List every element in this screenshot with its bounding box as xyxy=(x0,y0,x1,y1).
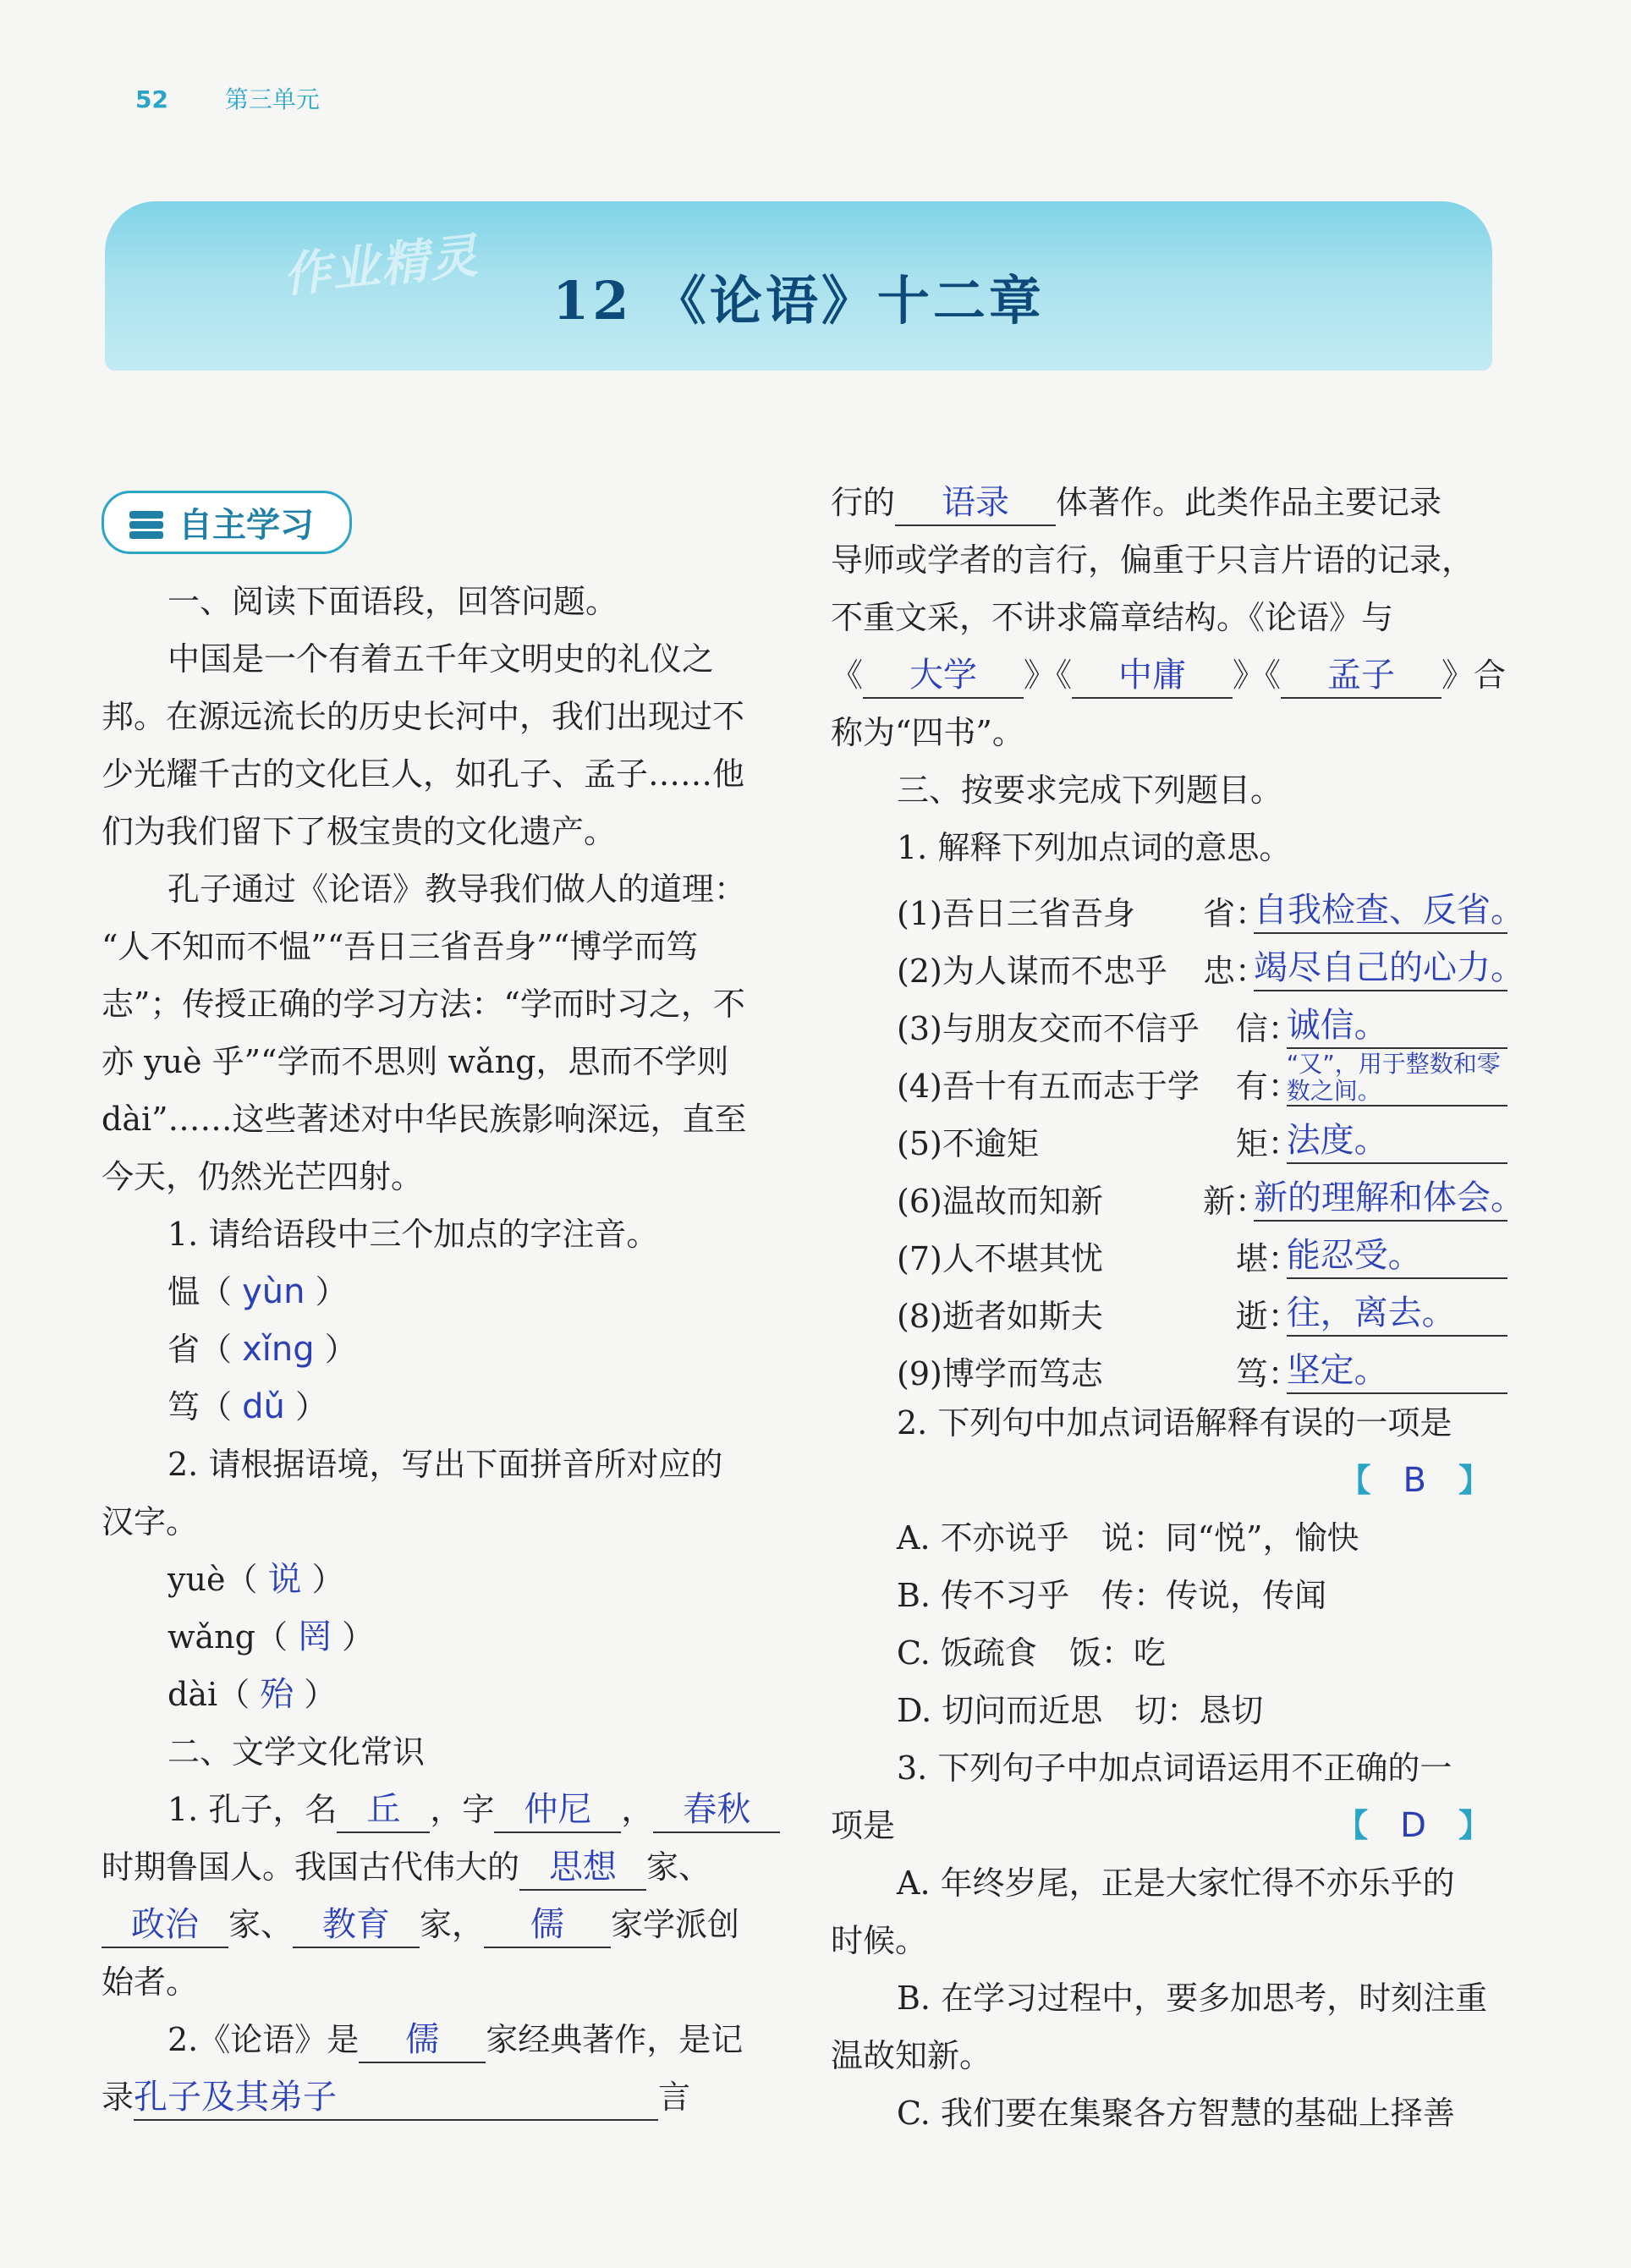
page-header xyxy=(135,81,320,115)
passage-line: 始者。 xyxy=(102,1963,199,2001)
question-heading: 一、阅读下面语段，回答问题。 xyxy=(167,583,618,620)
fill-line: 2.《论语》是 儒 家经典著作，是记 xyxy=(102,2011,761,2068)
passage-line: 孔子通过《论语》教导我们做人的道理： xyxy=(167,870,747,908)
passage-line: 中国是一个有着五千年文明史的礼仪之 xyxy=(167,640,715,678)
definition-answer: 竭尽自己的心力。 xyxy=(1254,946,1507,991)
definition-row: (9)博学而笃志 笃： 坚定。 xyxy=(831,1337,1507,1394)
passage-line: 少光耀千古的文化巨人，如孔子、孟子……他 xyxy=(102,755,745,793)
definition-answer: 自我检查、反省。 xyxy=(1254,888,1507,934)
fill-line: 行的 语录 体著作。此类作品主要记录 xyxy=(831,474,1507,531)
definition-answer: 法度。 xyxy=(1287,1118,1507,1164)
choice-answer: B xyxy=(1403,1461,1426,1500)
definition-row: (1)吾日三省吾身 省： 自我检查、反省。 xyxy=(831,876,1507,934)
unit-label: 第三单元 xyxy=(224,85,320,113)
option-line: A. 不亦说乎 说：同“悦”，愉快 xyxy=(897,1519,1359,1557)
fill-blank: 政治 xyxy=(102,1903,228,1948)
pinyin-item: 省（ xǐng ） xyxy=(167,1330,357,1369)
definition-answer: 新的理解和体会。 xyxy=(1254,1176,1507,1222)
passage-line: 邦。在源远流长的历史长河中，我们出现过不 xyxy=(102,698,745,735)
definition-row: (4)吾十有五而志于学 有： “又”，用于整数和零数之间。 xyxy=(831,1049,1507,1107)
fill-blank: 春秋 xyxy=(653,1787,780,1833)
passage-line: 称为“四书”。 xyxy=(831,714,1024,751)
option-line: 温故知新。 xyxy=(831,2037,992,2074)
hanzi-answer: 殆 xyxy=(260,1675,294,1714)
question-text: 汉字。 xyxy=(102,1503,199,1540)
option-line: A. 年终岁尾，正是大家忙得不亦乐乎的 xyxy=(897,1864,1455,1902)
fill-blank: 思想 xyxy=(519,1845,646,1891)
hanzi-item: dài（ 殆 ） xyxy=(167,1675,337,1714)
question-heading: 二、文学文化常识 xyxy=(167,1733,426,1771)
page-number: 52 xyxy=(135,85,168,113)
passage-line: 志”；传授正确的学习方法：“学而时习之，不 xyxy=(102,986,745,1023)
fill-blank: 儒 xyxy=(359,2018,486,2063)
fill-line: 1. 孔子，名 丘 ，字 仲尼 ， 春秋 xyxy=(102,1781,761,1838)
left-column xyxy=(102,491,761,2126)
definition-row: (3)与朋友交而不信乎 信： 诚信。 xyxy=(831,991,1507,1049)
passage-line: dài”……这些著述对中华民族影响深远，直至 xyxy=(102,1101,747,1138)
question-heading: 三、按要求完成下列题目。 xyxy=(897,772,1283,809)
definition-answer: 往，离去。 xyxy=(1287,1291,1507,1337)
watermark: 作业精灵 xyxy=(280,228,482,304)
question-text: 1. 解释下列加点词的意思。 xyxy=(897,829,1292,866)
definition-answer: “又”，用于整数和零数之间。 xyxy=(1287,1051,1507,1107)
fill-blank: 教育 xyxy=(293,1903,420,1948)
question-text: 3. 下列句子中加点词语运用不正确的一 xyxy=(897,1749,1453,1787)
fill-line: 录孔子及其弟子 言 xyxy=(102,2068,761,2126)
fill-blank: 孔子及其弟子 xyxy=(134,2075,658,2121)
definition-row: (8)逝者如斯夫 逝： 往，离去。 xyxy=(831,1279,1507,1337)
question-text-with-answer: 项是 【 D 】 xyxy=(831,1806,1491,1845)
right-column xyxy=(831,474,1524,2142)
choice-answer: D xyxy=(1400,1806,1426,1845)
pinyin-answer: dǔ xyxy=(242,1387,285,1426)
question-text: 2. 下列句中加点词语解释有误的一项是 xyxy=(897,1404,1453,1442)
lesson-banner xyxy=(105,201,1492,371)
fill-line: 《 大学 》《 中庸 》《 孟子 》合 xyxy=(831,646,1507,704)
option-line: 时候。 xyxy=(831,1922,928,1959)
fill-line: 政治 家、 教育 家， 儒 家学派创 xyxy=(102,1896,761,1953)
option-line: B. 传不习乎 传：传说，传闻 xyxy=(897,1577,1327,1614)
hanzi-item: yuè（ 说 ） xyxy=(167,1560,344,1599)
option-line: C. 饭疏食 饭：吃 xyxy=(897,1634,1166,1672)
option-line: B. 在学习过程中，要多加思考，时刻注重 xyxy=(897,1980,1488,2017)
passage-line: 亦 yuè 乎”“学而不思则 wǎng，思而不学则 xyxy=(102,1043,729,1080)
definition-row: (2)为人谋而不忠乎 忠： 竭尽自己的心力。 xyxy=(831,934,1507,991)
lesson-title: 12 《论语》十二章 xyxy=(552,270,1045,332)
hanzi-answer: 说 xyxy=(267,1560,302,1599)
fill-blank: 仲尼 xyxy=(494,1787,621,1833)
fill-blank: 孟子 xyxy=(1281,653,1442,699)
passage-line: 今天，仍然光芒四射。 xyxy=(102,1158,424,1195)
section-badge: 自主学习 xyxy=(102,491,352,554)
pinyin-answer: yùn xyxy=(242,1272,305,1311)
definition-answer: 坚定。 xyxy=(1287,1348,1507,1394)
definition-row: (5)不逾矩 矩： 法度。 xyxy=(831,1107,1507,1164)
passage-line: “人不知而不愠”“吾日三省吾身”“博学而笃 xyxy=(102,928,699,965)
passage-line: 不重文采，不讲求篇章结构。《论语》与 xyxy=(831,599,1394,636)
hanzi-item: wǎng（ 罔 ） xyxy=(167,1617,375,1656)
question-text: 1. 请给语段中三个加点的字注音。 xyxy=(167,1216,659,1253)
fill-blank: 大学 xyxy=(863,653,1024,699)
definition-row: (6)温故而知新 新： 新的理解和体会。 xyxy=(831,1164,1507,1222)
option-line: D. 切问而近思 切：恳切 xyxy=(897,1692,1264,1729)
books-icon xyxy=(129,511,163,540)
pinyin-item: 愠（ yùn ） xyxy=(167,1272,348,1311)
fill-line: 时期鲁国人。我国古代伟大的 思想 家、 xyxy=(102,1838,761,1896)
definition-row: (7)人不堪其忧 堪： 能忍受。 xyxy=(831,1222,1507,1279)
fill-blank: 语录 xyxy=(895,481,1056,526)
answer-bracket: 【 B 】 xyxy=(1338,1461,1491,1500)
question-text: 2. 请根据语境，写出下面拼音所对应的 xyxy=(167,1446,723,1483)
fill-blank: 丘 xyxy=(337,1787,430,1833)
pinyin-answer: xǐng xyxy=(242,1330,315,1369)
definition-answer: 能忍受。 xyxy=(1287,1233,1507,1279)
pinyin-item: 笃（ dǔ ） xyxy=(167,1387,327,1426)
fill-blank: 中庸 xyxy=(1072,653,1233,699)
definition-answer: 诚信。 xyxy=(1287,1003,1507,1049)
hanzi-answer: 罔 xyxy=(298,1617,332,1656)
passage-line: 导师或学者的言行，偏重于只言片语的记录， xyxy=(831,541,1474,579)
option-line: C. 我们要在集聚各方智慧的基础上择善 xyxy=(897,2095,1455,2132)
passage-line: 们为我们留下了极宝贵的文化遗产。 xyxy=(102,813,617,850)
fill-blank: 儒 xyxy=(484,1903,611,1948)
